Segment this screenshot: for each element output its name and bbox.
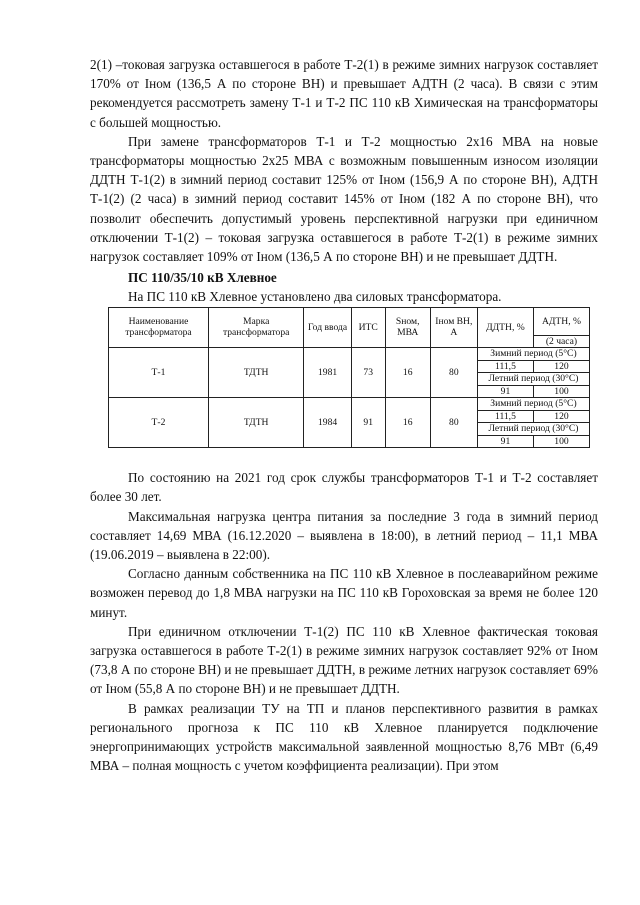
table-cell: Т-2 (109, 398, 209, 448)
table-cell: 80 (430, 398, 477, 448)
table-cell: Летний период (30°С) (477, 373, 589, 386)
transformer-table (108, 307, 590, 449)
header-cell: Sном, МВА (385, 307, 430, 348)
table-cell: ТДТН (208, 398, 304, 448)
table-cell: 16 (385, 348, 430, 398)
paragraph: На ПС 110 кВ Хлевное установлено два силовых трансформатора. (128, 289, 502, 305)
header-cell: Iном ВН, А (430, 307, 477, 348)
table-cell: 91 (477, 385, 533, 398)
table-cell: 1984 (304, 398, 351, 448)
header-cell: ДДТН, % (477, 307, 533, 348)
header-cell: АДТН, % (533, 307, 589, 335)
table-row (109, 348, 590, 361)
paragraph: Максимальная нагрузка центра питания за последние 3 года в зимний период составляет 14,69 МВА (16.12.2020 – выявлена в 18:00), в летний период – 11,1 МВА (19.06.2019 – выявлена в 22:00). (90, 508, 598, 562)
table-cell: 91 (477, 435, 533, 448)
paragraph: При единичном отключении Т-1(2) ПС 110 кВ Хлевное фактическая токовая загрузка оставшегося в работе Т-2(1) в режиме зимних нагрузок составляет 92% от Iном (73,8 А по стороне ВН) и не превышает ДДТН, в режиме летних нагрузок составляет 69% от Iном (55,8 А по стороне ВН) и не превышает ДДТН. (90, 623, 598, 697)
section-heading: ПС 110/35/10 кВ Хлевное (128, 270, 277, 286)
table-cell: 120 (533, 360, 589, 373)
header-cell: Марка трансформатора (208, 307, 304, 348)
paragraph: При замене трансформаторов Т-1 и Т-2 мощностью 2х16 МВА на новые трансформаторы мощностью 2х25 МВА с возможным повышенным износом изоляции ДДТН Т-1(2) в зимний период составит 125% от Iном (156,9 А по стороне ВН), АДТН Т-1(2) (2 часа) в зимний период составит 145% от Iном (182 А по стороне ВН), что позволит обеспечить допустимый уровень перспективной нагрузки при единичном отключении Т-1(2) – токовая загрузка оставшегося в работе Т-2(1) в режиме зимних нагрузок составляет 109% от Iном (136,5 А по стороне ВН) и не превышает ДДТН. (90, 133, 598, 265)
header-cell: Год ввода (304, 307, 351, 348)
table-cell: 111,5 (477, 360, 533, 373)
header-cell: (2 часа) (533, 335, 589, 348)
table-cell: 111,5 (477, 410, 533, 423)
paragraph: 2(1) –токовая загрузка оставшегося в работе Т-2(1) в режиме зимних нагрузок составляет 170% от Iном (136,5 А по стороне ВН) и превышает АДТН (2 часа). В связи с этим рекомендуется рассмотреть замену Т-1 и Т-2 ПС 110 кВ Химическая на трансформаторы с большей мощностью. (90, 57, 598, 130)
table-cell: Летний период (30°С) (477, 423, 589, 436)
header-cell: Наименование трансформатора (109, 307, 209, 348)
table-cell: 120 (533, 410, 589, 423)
table-cell: 91 (351, 398, 385, 448)
table-cell: 100 (533, 435, 589, 448)
header-cell: ИТС (351, 307, 385, 348)
paragraph: Согласно данным собственника на ПС 110 кВ Хлевное в послеаварийном режиме возможен перевод до 1,8 МВА нагрузки на ПС 110 кВ Гороховская за время не более 120 минут. (90, 566, 598, 620)
table-row (109, 398, 590, 411)
table-cell: ТДТН (208, 348, 304, 398)
table-cell: Зимний период (5°С) (477, 348, 589, 361)
document-page (90, 55, 598, 775)
table-cell: 16 (385, 398, 430, 448)
table-cell: 100 (533, 385, 589, 398)
table-cell: Зимний период (5°С) (477, 398, 589, 411)
table-cell: Т-1 (109, 348, 209, 398)
table-cell: 73 (351, 348, 385, 398)
paragraph: В рамках реализации ТУ на ТП и планов перспективного развития в рамках регионального прогноза к ПС 110 кВ Хлевное планируется подключение энергопринимающих устройств максимальной заявленной мощностью 8,76 МВт (6,49 МВА – полная мощность с учетом коэффициента реализации). При этом (90, 700, 598, 774)
table-cell: 1981 (304, 348, 351, 398)
paragraph: По состоянию на 2021 год срок службы трансформаторов Т-1 и Т-2 составляет более 30 лет. (90, 470, 598, 505)
table-cell: 80 (430, 348, 477, 398)
